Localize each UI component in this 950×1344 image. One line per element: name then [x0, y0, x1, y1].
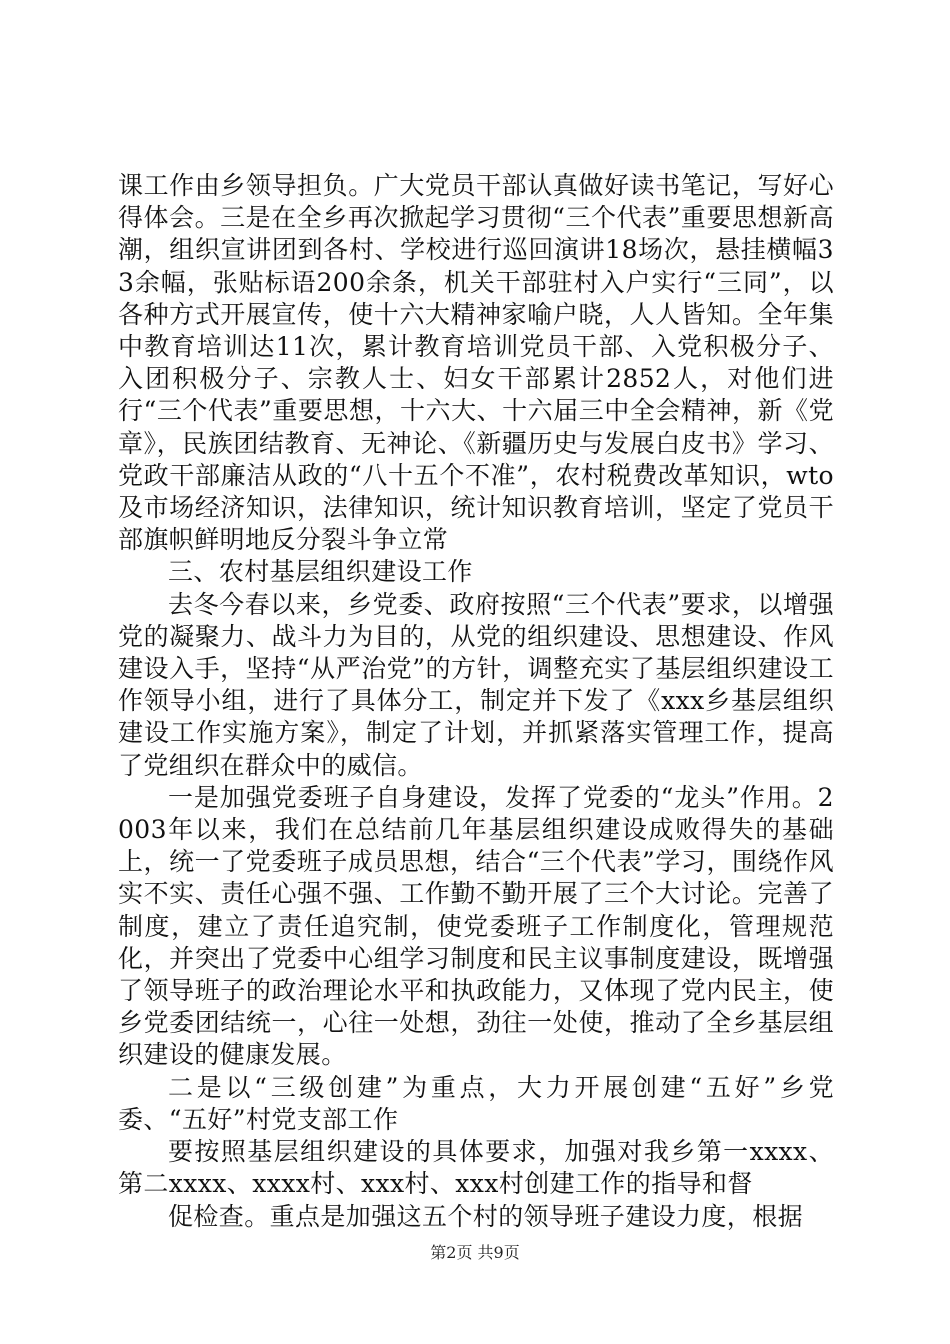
paragraph-5: 要按照基层组织建设的具体要求，加强对我乡第一xxxx、第二xxxx、xxxx村、xxx村、xxx村创建工作的指导和督	[118, 1137, 834, 1199]
document-body	[118, 170, 834, 1233]
paragraph-4: 二是以“三级创建”为重点，大力开展创建“五好”乡党委、“五好”村党支部工作	[118, 1072, 834, 1134]
paragraph-3: 一是加强党委班子自身建设，发挥了党委的“龙头”作用。2003年以来，我们在总结前几年基层组织建设成败得失的基础上，统一了党委班子成员思想，结合“三个代表”学习，围绕作风实不实、责任心强不强、工作勤不勤开展了三个大讨论。完善了制度，建立了责任追究制，使党委班子工作制度化，管理规范化，并突出了党委中心组学习制度和民主议事制度建设，既增强了领导班子的政治理论水平和执政能力，又体现了党内民主，使乡党委团结统一，心往一处想，劲往一处使，推动了全乡基层组织建设的健康发展。	[118, 782, 834, 1070]
page-number-footer: 第2页 共9页	[430, 1243, 520, 1262]
paragraph-1: 课工作由乡领导担负。广大党员干部认真做好读书笔记，写好心得体会。三是在全乡再次掀起学习贯彻“三个代表”重要思想新高潮，组织宣讲团到各村、学校进行巡回演讲18场次，悬挂横幅33余幅，张贴标语200余条，机关干部驻村入户实行“三同”，以各种方式开展宣传，使十六大精神家喻户晓，人人皆知。全年集中教育培训达11次，累计教育培训党员干部、入党积极分子、入团积极分子、宗教人士、妇女干部累计2852人，对他们进行“三个代表”重要思想，十六大、十六届三中全会精神，新《党章》，民族团结教育、无神论、《新疆历史与发展白皮书》学习、党政干部廉洁从政的“八十五个不准”，农村税费改革知识，wto及市场经济知识，法律知识，统计知识教育培训，坚定了党员干部旗帜鲜明地反分裂斗争立常	[118, 171, 834, 555]
paragraph-2: 去冬今春以来，乡党委、政府按照“三个代表”要求，以增强党的凝聚力、战斗力为目的，从党的组织建设、思想建设、作风建设入手，坚持“从严治党”的方针，调整充实了基层组织建设工作领导小组，进行了具体分工，制定并下发了《xxx乡基层组织建设工作实施方案》，制定了计划，并抓紧落实管理工作，提高了党组织在群众中的威信。	[118, 589, 834, 780]
paragraph-6: 促检查。重点是加强这五个村的领导班子建设力度，根据	[168, 1201, 804, 1231]
section-heading-3: 三、农村基层组织建设工作	[168, 557, 473, 587]
